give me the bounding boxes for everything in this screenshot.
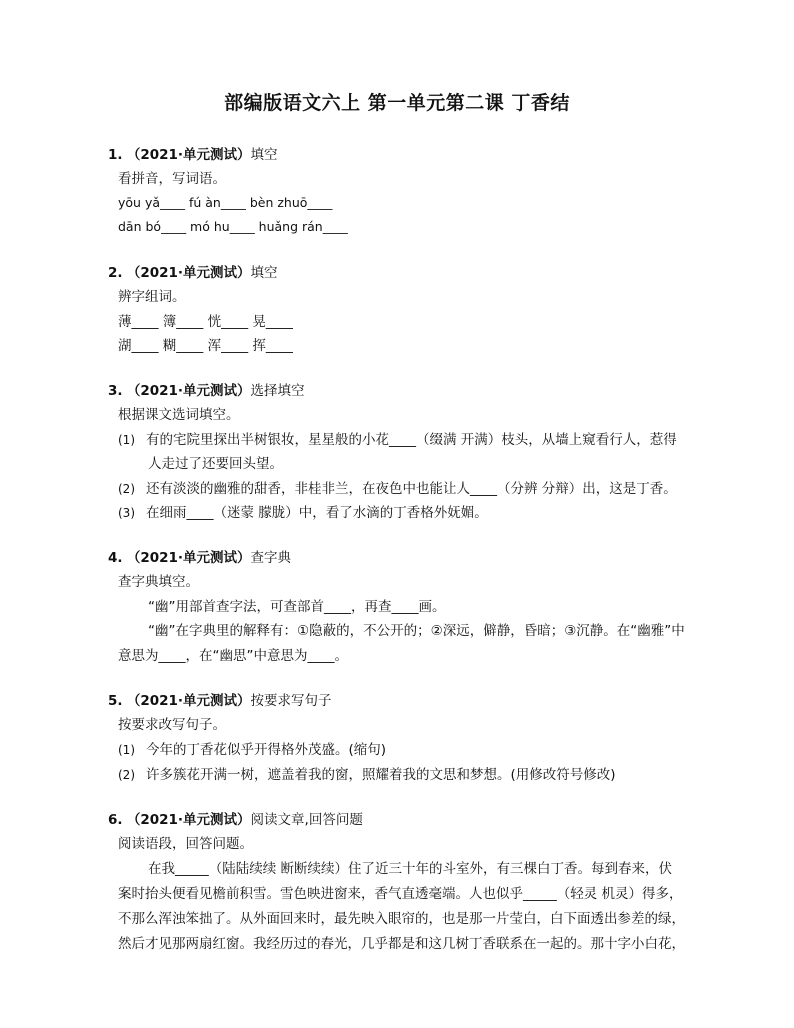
passage-line-1: 在我_____（陆陆续续 断断续续）住了近三十年的斗室外，有三棵白丁香。每到春来，伏 <box>148 861 673 877</box>
question-1-row-2: dān bó____ mó hu____ huǎng rán____ <box>118 219 348 234</box>
item-number: (1) <box>118 743 135 757</box>
question-number: 1. <box>108 147 123 163</box>
question-1-instruction: 看拼音，写词语。 <box>118 171 226 187</box>
question-6-header <box>108 811 363 829</box>
question-number: 5. <box>108 693 123 709</box>
question-type: 阅读文章,回答问题 <box>250 812 363 828</box>
question-3-item-3 <box>118 504 488 522</box>
question-source: （2021·单元测试） <box>126 693 251 709</box>
question-4-line-1: “幽”用部首查字法，可查部首____，再查____画。 <box>148 599 446 615</box>
item-number: (3) <box>118 506 135 520</box>
page-title: 部编版语文六上 第一单元第二课 丁香结 <box>224 92 570 114</box>
question-5-header <box>108 692 332 710</box>
question-3-header <box>108 382 305 400</box>
question-4-line-2: “幽”在字典里的解释有：①隐蔽的，不公开的；②深远，僻静，昏暗；③沉静。在“幽雅”中 <box>148 623 685 639</box>
question-type: 按要求写句子 <box>250 693 332 709</box>
question-3-item-2 <box>118 480 677 498</box>
question-source: （2021·单元测试） <box>126 550 251 566</box>
item-text: 在细雨____（迷蒙 朦胧）中，看了水滴的丁香格外妩媚。 <box>146 505 488 521</box>
question-type: 选择填空 <box>250 383 305 399</box>
question-type: 填空 <box>250 147 278 163</box>
item-number: (1) <box>118 433 135 447</box>
question-4-instruction: 查字典填空。 <box>118 574 199 590</box>
question-2-instruction: 辨字组词。 <box>118 289 186 305</box>
question-type: 查字典 <box>250 550 292 566</box>
question-5-instruction: 按要求改写句子。 <box>118 717 226 733</box>
question-2-row-2: 湖____ 糊____ 浑____ 挥____ <box>118 338 293 354</box>
item-text: 许多簇花开满一树，遮盖着我的窗，照耀着我的文思和梦想。(用修改符号修改) <box>146 767 616 783</box>
question-1-row-1: yōu yǎ____ fú àn____ bèn zhuō____ <box>118 195 333 210</box>
passage-line-3: 不那么浑浊笨拙了。从外面回来时，最先映入眼帘的，也是那一片莹白，白下面透出参差的绿， <box>118 911 685 927</box>
question-4-header <box>108 549 291 567</box>
question-source: （2021·单元测试） <box>126 383 251 399</box>
item-text: 还有淡淡的幽雅的甜香，非桂非兰，在夜色中也能让人____（分辨 分辩）出，这是丁香。 <box>146 481 677 497</box>
question-source: （2021·单元测试） <box>126 265 251 281</box>
question-1-header <box>108 146 278 164</box>
question-type: 填空 <box>250 265 278 281</box>
question-number: 6. <box>108 812 123 828</box>
passage-line-4: 然后才见那两扇红窗。我经历过的春光，几乎都是和这几树丁香联系在一起的。那十字小白花， <box>118 936 685 952</box>
question-5-item-2 <box>118 766 616 784</box>
question-3-item-1-cont: 人走过了还要回头望。 <box>148 456 283 472</box>
question-2-header <box>108 264 278 282</box>
item-number: (2) <box>118 482 135 496</box>
question-4-line-3: 意思为____，在“幽思”中意思为____。 <box>118 648 348 664</box>
question-source: （2021·单元测试） <box>126 812 251 828</box>
question-number: 2. <box>108 265 123 281</box>
question-3-item-1 <box>118 431 677 449</box>
question-number: 4. <box>108 550 123 566</box>
question-5-item-1 <box>118 741 386 759</box>
question-3-instruction: 根据课文选词填空。 <box>118 407 240 423</box>
item-text: 今年的丁香花似乎开得格外茂盛。(缩句) <box>146 742 387 758</box>
question-2-row-1: 薄____ 簿____ 恍____ 晃____ <box>118 314 293 330</box>
question-number: 3. <box>108 383 123 399</box>
item-text: 有的宅院里探出半树银妆，星星般的小花____（缀满 开满）枝头，从墙上窥看行人，惹得 <box>146 432 677 448</box>
question-6-instruction: 阅读语段，回答问题。 <box>118 836 253 852</box>
passage-line-2: 案时抬头便看见檐前积雪。雪色映进窗来，香气直透毫端。人也似乎_____（轻灵 机灵）得多， <box>118 886 683 902</box>
question-source: （2021·单元测试） <box>126 147 251 163</box>
item-number: (2) <box>118 768 135 782</box>
